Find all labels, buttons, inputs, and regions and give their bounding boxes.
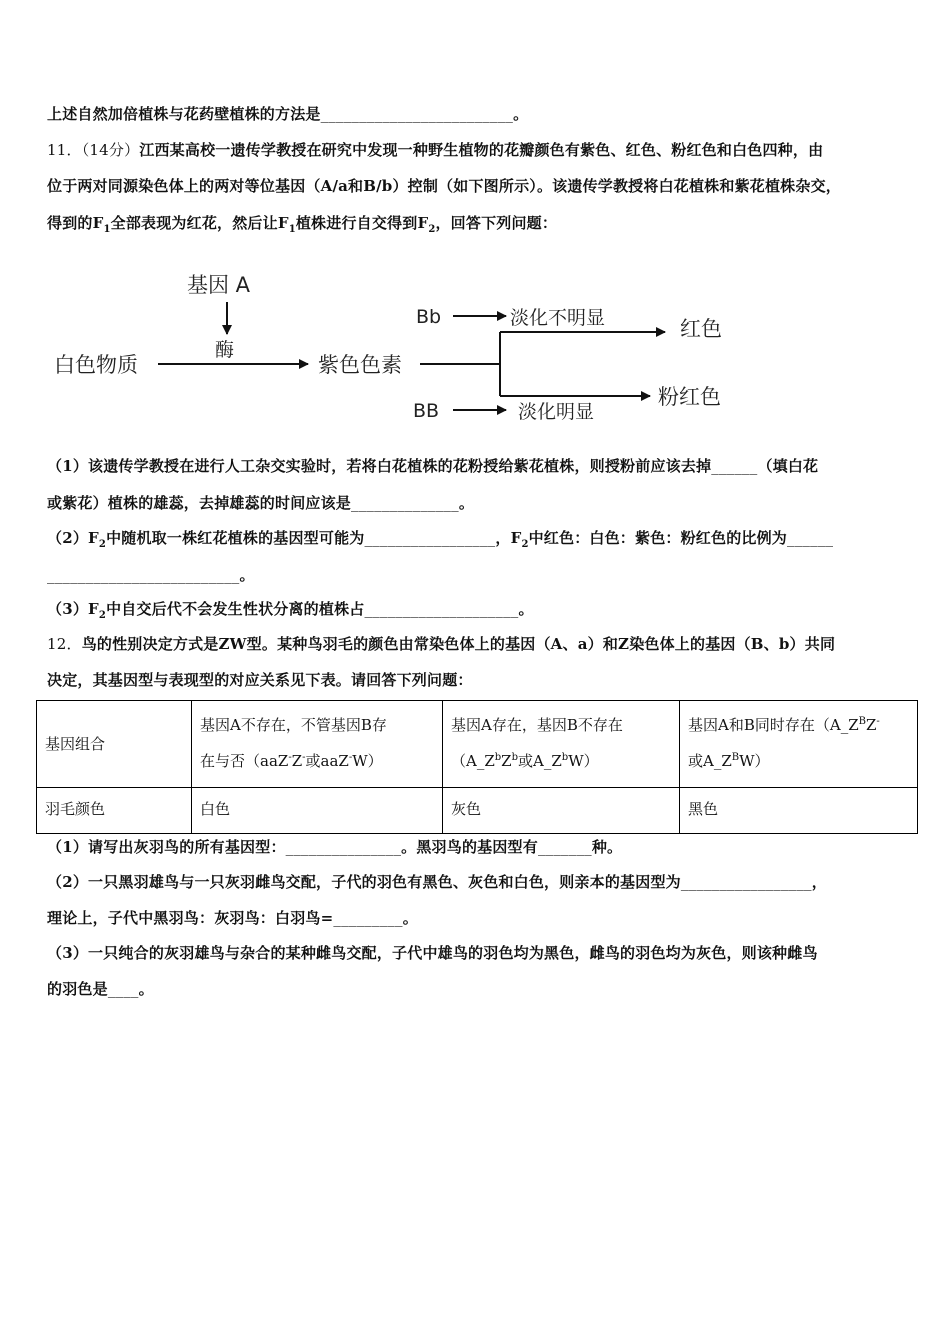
q12-sub3-line1: （3）一只纯合的灰羽雄鸟与杂合的某种雌鸟交配，子代中雄鸟的羽色均为黑色，雌鸟的羽色均为灰色，则该种雌鸟 [47,944,818,962]
table-cell-grey: 灰色 [443,788,680,834]
cell-a-no-b-l2c: 或A_Z [518,752,562,770]
q11-sub1-text2-end: 。 [458,494,475,512]
q12-line1 [47,633,835,654]
q11-line3-sub3: 2 [428,224,436,235]
q11-sub1-text1: （1）该遗传学教授在进行人工杂交实验时，若将白花植株的花粉授给紫花植株，则授粉前应该去掉 [47,457,712,475]
cell-a-no-b-l2d: W） [568,752,599,770]
cell-no-a-sup3: - [348,752,353,763]
gene-a-label: 基因 A [187,273,251,297]
bb-het-label: Bb [416,306,442,328]
q11-sub1-line1 [47,455,818,476]
q11-sub2-blank1: _________________ [364,529,496,547]
q11-score: （14分） [81,141,140,159]
table-cell-black: 黑色 [680,788,918,834]
cell-a-no-b-l2a: （A_Z [451,752,495,770]
q11-line3-d: ，回答下列问题： [435,214,558,232]
q11-number: 11． [47,141,82,159]
q12-sub2-text2: 理论上，子代中黑羽鸟：灰羽鸟：白羽鸟= [47,909,334,927]
q12-line1-text: 鸟的性别决定方式是ZW型。某种鸟羽毛的颜色由常染色体上的基因（A、a）和Z染色体上的基因（B、b）共同 [81,635,836,653]
q12-sub2-line2 [47,907,418,928]
table-row [37,701,918,788]
fade-obvious-label: 淡化明显 [518,401,595,423]
cell-no-a-mid: Z [291,752,303,770]
purple-pigment-label: 紫色色素 [318,353,402,377]
q11-sub1-blank1: ______ [711,457,758,475]
q11-line3-b: 全部表现为红花，然后让F [110,214,289,232]
q12-sub1-line [47,836,622,857]
q12-sub2-text1: （2）一只黑羽雄鸟与一只灰羽雌鸟交配，子代的羽色有黑色、灰色和白色，则亲本的基因型为 [47,873,681,891]
q11-sub3-blank: ____________________ [364,600,519,618]
q11-sub2-line2-end: 。 [239,566,255,584]
q11-sub3-b: 中自交后代不会发生性状分离的植株占 [106,600,365,618]
q12-sub2-blank1: _________________ [680,873,812,891]
pigment-pathway-diagram [40,262,760,432]
table-cell-a-no-b [443,701,680,788]
fade-not-obvious-label: 淡化不明显 [510,307,606,329]
cell-a-no-b-l2b: Z [501,752,512,770]
q11-sub2-blank2: ______ [787,529,834,547]
q11-line2: 位于两对同源染色体上的两对等位基因（A/a和B/b）控制（如下图所示）。该遗传学教授将白花植株和紫花植株杂交， [47,177,841,195]
table-row [37,788,918,834]
q12-sub3-blank: ____ [107,980,139,998]
cell-no-a-sup2: - [302,752,306,763]
table-row2-label: 羽毛颜色 [37,788,192,834]
genotype-phenotype-table [36,700,918,834]
q11-line3 [47,212,557,233]
q11-sub2-d: 中红色：白色：紫色：粉红色的比例为 [528,529,788,547]
q11-sub2-sub: 2 [98,539,107,550]
cell-no-a-line1: 基因A不存在，不管基因B存 [200,716,387,734]
q11-sub1-blank2: ______________ [351,494,459,512]
q10-tail-end: 。 [513,105,529,123]
q12-sub2-text1-end: ， [811,873,827,891]
q11-line3-sub2: 1 [288,224,296,235]
cell-a-and-b-sup3: B [731,752,740,763]
q11-line3-c: 植株进行自交得到F [295,214,429,232]
pink-label: 粉红色 [658,385,721,409]
q12-sub3-text2: 的羽色是 [47,980,108,998]
q12-sub2-text2-end: 。 [402,909,418,927]
cell-a-and-b-l2a: 或A_Z [688,752,732,770]
cell-no-a-end: W） [352,752,383,770]
q11-sub2-b: 中随机取一株红花植株的基因型可能为 [106,529,365,547]
q12-sub3-line2 [47,978,154,999]
q12-sub2-line1 [47,871,827,892]
cell-a-no-b-sup2: b [511,752,519,763]
q11-line1-text: 江西某高校一遗传学教授在研究中发现一种野生植物的花瓣颜色有紫色、红色、粉红色和白色四种，由 [139,141,824,159]
q11-sub1-text2: 或紫花）植株的雄蕊，去掉雄蕊的时间应该是 [47,494,352,512]
table-cell-white: 白色 [192,788,443,834]
cell-a-no-b-sup1: b [494,752,502,763]
table-cell-no-a [192,701,443,788]
bb-hom-label: BB [413,400,440,422]
q11-sub2-sub2: 2 [521,539,529,550]
enzyme-label: 酶 [215,339,235,361]
cell-a-and-b-l1b: Z [865,716,877,734]
q12-sub1-blank2: _______ [537,838,592,856]
q12-sub1-c: 种。 [591,838,623,856]
cell-a-and-b-sup1: B [858,716,866,727]
cell-a-no-b-sup3: b [561,752,569,763]
q11-sub3-line [47,598,534,619]
cell-a-no-b-line2 [451,743,671,779]
q12-sub3-end: 。 [138,980,154,998]
q11-line1 [47,139,823,160]
cell-a-and-b-l1a: 基因A和B同时存在（A_Z [688,716,859,734]
q11-sub2-c: ，F [495,529,522,547]
q11-sub2-line2 [47,564,255,585]
table-cell-a-and-b [680,701,918,788]
cell-a-and-b-l2b: W） [739,752,770,770]
q11-sub1-text1-end: （填白花 [757,457,819,475]
q11-sub2-a: （2）F [47,529,99,547]
q12-sub1-b: 。黑羽鸟的基因型有 [401,838,538,856]
cell-no-a-sup1: - [288,752,292,763]
q10-tail-line [47,103,528,124]
q12-sub1-blank1: _______________ [285,838,402,856]
q11-sub2-line1 [47,527,833,548]
q12-line2: 决定，其基因型与表现型的对应关系见下表。请回答下列问题： [47,671,473,689]
q10-tail-blank: _________________________ [320,105,514,123]
white-substance-label: 白色物质 [54,353,138,377]
q12-number: 12． [47,635,82,653]
q11-line3-a: 得到的F [47,214,104,232]
q10-tail-text: 上述自然加倍植株与花药壁植株的方法是 [47,105,321,123]
cell-a-and-b-line2 [688,743,909,779]
cell-no-a-l2a: 在与否（aaZ [200,752,289,770]
red-label: 红色 [680,317,722,341]
q12-sub2-blank2: _________ [333,909,403,927]
q11-sub2-line2-blank: _________________________ [47,566,240,584]
cell-no-a-mid2: 或aaZ [305,752,349,770]
cell-a-and-b-line1 [688,707,909,743]
table-row1-label: 基因组合 [37,701,192,788]
q11-sub3-sub: 2 [98,610,107,621]
q11-sub3-end: 。 [518,600,534,618]
cell-no-a-line2 [200,743,434,779]
q11-sub3-a: （3）F [47,600,99,618]
q11-sub1-line2 [47,492,474,513]
q11-line3-sub1: 1 [103,224,111,235]
cell-a-and-b-sup2: - [876,716,880,727]
q12-sub1-a: （1）请写出灰羽鸟的所有基因型： [47,838,286,856]
cell-a-no-b-line1: 基因A存在，基因B不存在 [451,716,623,734]
